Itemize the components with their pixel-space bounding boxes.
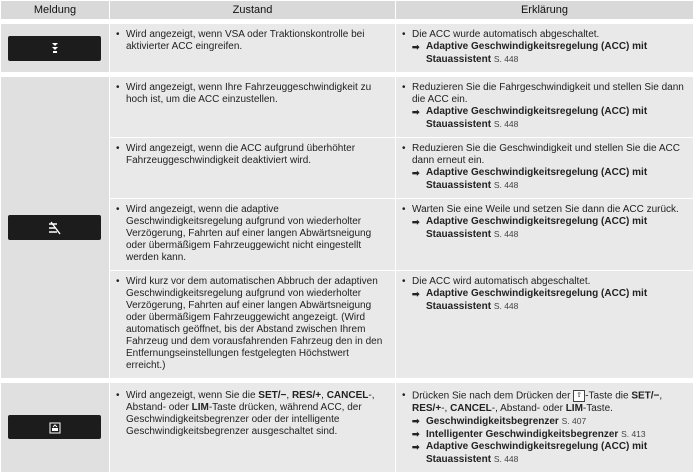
table-row [1, 75, 693, 138]
condition-text: Wird angezeigt, wenn die ACC aufgrund überhöhter Fahrzeuggeschwindigkeit deaktiviert wird. [126, 143, 389, 167]
header-row [1, 1, 693, 22]
condition-text [126, 390, 389, 438]
lim-key: LIM [192, 402, 209, 413]
message-cell [1, 75, 110, 381]
explanation-cell [396, 381, 693, 472]
condition-cell [110, 199, 396, 271]
lim-key: LIM [566, 403, 583, 414]
explanation-cell [396, 199, 693, 271]
reference-link[interactable]: Intelligenter Geschwindigkeitsbegrenzer [426, 429, 618, 440]
condition-text: Wird kurz vor dem automatischen Abbruch der adaptiven Geschwindigkeitsregelung aufgrund von wiederholter Verzögerung, Fahrten auf einer langen Abwärtsneigung oder übermäßigem Fahrzeuggewicht angezeigt. (Wird automatisch geöffnet, bis der Abstand zwischen Ihrem Fahrzeug und dem vorausfahrenden Fahrzeug den in den Entfernungseinstellungen festgelegten Höchstwert erreicht.) [126, 276, 389, 372]
table-row [1, 22, 693, 75]
bullet-icon: • [116, 204, 126, 264]
header-erklaerung: Erklärung [396, 1, 693, 22]
reference-arrow-icon: ➡ [412, 167, 426, 192]
explanation-cell [396, 271, 693, 381]
text-segment: Wird angezeigt, wenn Sie die [126, 390, 258, 401]
set-key: SET/− [631, 391, 659, 402]
explanation-text: Die ACC wurde automatisch abgeschaltet. [412, 29, 688, 41]
res-key: RES/+ [412, 403, 441, 414]
explanation-cell [396, 75, 693, 138]
bullet-icon: • [116, 29, 126, 53]
cancel-key: CANCEL [327, 390, 369, 401]
condition-text: Wird angezeigt, wenn die adaptive Geschwindigkeitsregelung aufgrund von wiederholter Verzögerung, Fahrten auf einer langen Abwärtsneigung oder übermäßigem Fahrzeuggewicht nicht eingestellt werden kann. [126, 204, 389, 264]
page-ref: S. 448 [494, 301, 519, 311]
dashboard-display [8, 215, 101, 240]
text-segment: -Taste. [583, 403, 613, 414]
page-ref: S. 448 [494, 119, 519, 129]
dashboard-display [8, 36, 101, 61]
reference-arrow-icon: ➡ [412, 441, 426, 466]
bullet-icon: • [402, 82, 412, 106]
condition-cell [110, 381, 396, 472]
condition-cell [110, 22, 396, 75]
reference-arrow-icon: ➡ [412, 41, 426, 66]
text-segment: -, Abstand- oder [126, 390, 374, 413]
reference-link[interactable]: Adaptive Geschwindigkeitsregelung (ACC) mit Stauassistent [426, 216, 647, 240]
condition-text: Wird angezeigt, wenn VSA oder Traktionskontrolle bei aktivierter ACC eingreifen. [126, 29, 389, 53]
reference-link[interactable]: Geschwindigkeitsbegrenzer [426, 416, 559, 427]
bullet-icon: • [402, 143, 412, 167]
reference-arrow-icon: ➡ [412, 216, 426, 241]
page-ref: S. 448 [494, 180, 519, 190]
text-segment: , [321, 390, 327, 401]
text-segment: -Taste die [585, 391, 631, 402]
acc-no-icon [47, 221, 63, 235]
page-ref: S. 448 [494, 454, 519, 464]
condition-cell [110, 75, 396, 138]
reference-link[interactable]: Adaptive Geschwindigkeitsregelung (ACC) mit Stauassistent [426, 441, 647, 465]
page-ref: S. 448 [494, 229, 519, 239]
explanation-text: Warten Sie eine Weile und setzen Sie dann die ACC zurück. [412, 204, 688, 216]
dashboard-display [8, 415, 101, 439]
reference-link[interactable]: Adaptive Geschwindigkeitsregelung (ACC) mit Stauassistent [426, 288, 647, 312]
mode-button-icon: ⇧ [573, 390, 585, 402]
cancel-key: CANCEL [450, 403, 492, 414]
bullet-icon: • [116, 143, 126, 167]
explanation-text: Reduzieren Sie die Geschwindigkeit und stellen Sie die ACC dann erneut ein. [412, 143, 688, 167]
reference-arrow-icon: ➡ [412, 288, 426, 313]
text-segment: -, [441, 403, 450, 414]
bullet-icon: • [116, 82, 126, 106]
bullet-icon: • [402, 204, 412, 216]
condition-text: Wird angezeigt, wenn Ihre Fahrzeuggeschwindigkeit zu hoch ist, um die ACC einzustellen. [126, 82, 389, 106]
condition-cell [110, 271, 396, 381]
table-row [1, 381, 693, 472]
reference-arrow-icon: ➡ [412, 106, 426, 131]
header-zustand: Zustand [110, 1, 396, 22]
condition-cell [110, 138, 396, 199]
explanation-cell [396, 138, 693, 199]
reference-arrow-icon: ➡ [412, 415, 426, 428]
header-meldung: Meldung [1, 1, 110, 22]
res-key: RES/+ [292, 390, 321, 401]
text-segment: -, Abstand- oder [492, 403, 566, 414]
page-ref: S. 448 [494, 54, 519, 64]
explanation-text [412, 390, 688, 415]
acc-off-icon [50, 41, 60, 55]
explanation-text: Reduzieren Sie die Fahrgeschwindigkeit und stellen Sie dann die ACC ein. [412, 82, 688, 106]
bullet-icon: • [116, 390, 126, 438]
reference-link[interactable]: Adaptive Geschwindigkeitsregelung (ACC) mit Stauassistent [426, 41, 647, 65]
reference-link[interactable]: Adaptive Geschwindigkeitsregelung (ACC) mit Stauassistent [426, 106, 647, 130]
bullet-icon: • [402, 29, 412, 41]
set-key: SET/− [258, 390, 286, 401]
reference-link[interactable]: Adaptive Geschwindigkeitsregelung (ACC) mit Stauassistent [426, 167, 647, 191]
page-ref: S. 413 [621, 429, 646, 439]
text-segment: , [286, 390, 292, 401]
explanation-text: Die ACC wird automatisch abgeschaltet. [412, 276, 688, 288]
acc-button-icon [49, 422, 61, 434]
message-cell [1, 22, 110, 75]
text-segment: Drücken Sie nach dem Drücken der [412, 391, 573, 402]
explanation-cell [396, 22, 693, 75]
text-segment: , [659, 391, 662, 402]
message-cell [1, 381, 110, 472]
bullet-icon: • [402, 276, 412, 288]
page-ref: S. 407 [562, 416, 587, 426]
reference-arrow-icon: ➡ [412, 428, 426, 441]
bullet-icon: • [116, 276, 126, 372]
bullet-icon: • [402, 390, 412, 415]
text-segment: -Taste drücken, während ACC, der Geschwindigkeitsbegrenzer oder der intelligente Geschwindigkeitsbegrenzer ausgeschaltet sind. [126, 402, 362, 437]
